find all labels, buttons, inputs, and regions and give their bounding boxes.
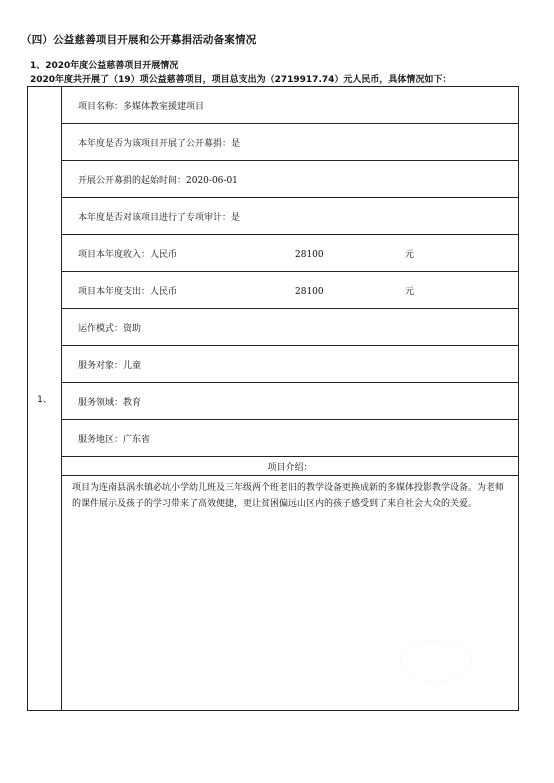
expense-label: 项目本年度支出：人民币 <box>78 286 178 297</box>
expense-unit: 元 <box>405 286 415 297</box>
intro-text: 项目为连南县涡水镇必坑小学幼儿班及三年级两个班老旧的教学设备更换成新的多媒体投影教学设备。为老师的课件展示及孩子的学习带来了高效便捷，更让贫困偏远山区内的孩子感受到了来自社会大众的关爱。 <box>62 476 519 711</box>
expense-amount: 28100 <box>295 286 324 297</box>
summary-prefix: 2020年度共开展了（ <box>30 75 119 85</box>
summary-total: 2719917.74 <box>274 75 335 85</box>
summary-suffix: ）元人民币，具体情况如下： <box>334 75 452 85</box>
project-index: 1、 <box>28 87 62 711</box>
sub-title: 1、2020年度公益慈善项目开展情况 <box>30 61 179 71</box>
operation-mode: 运作模式：资助 <box>62 309 519 346</box>
service-region: 服务地区：广东省 <box>62 420 519 457</box>
special-audit: 本年度是否对该项目进行了专项审计：是 <box>62 198 519 235</box>
income-amount: 28100 <box>295 249 324 260</box>
income-row <box>62 235 519 272</box>
income-label: 项目本年度收入：人民币 <box>78 249 178 260</box>
summary-count: 19 <box>118 75 131 85</box>
summary-line <box>30 72 451 85</box>
fundraising-start-date: 开展公开募捐的起始时间：2020-06-01 <box>62 161 519 198</box>
project-name: 项目名称：多媒体教室援建项目 <box>62 87 519 124</box>
section-title: （四）公益慈善项目开展和公开募捐活动备案情况 <box>21 34 257 46</box>
expense-row <box>62 272 519 309</box>
public-fundraising: 本年度是否为该项目开展了公开募捐：是 <box>62 124 519 161</box>
intro-heading: 项目介绍： <box>62 457 519 476</box>
summary-middle: ）项公益慈善项目，项目总支出为（ <box>130 75 275 85</box>
faint-stamp <box>400 640 472 682</box>
service-field: 服务领域：教育 <box>62 383 519 420</box>
income-unit: 元 <box>405 249 415 260</box>
project-table <box>27 86 519 711</box>
service-target: 服务对象：儿童 <box>62 346 519 383</box>
